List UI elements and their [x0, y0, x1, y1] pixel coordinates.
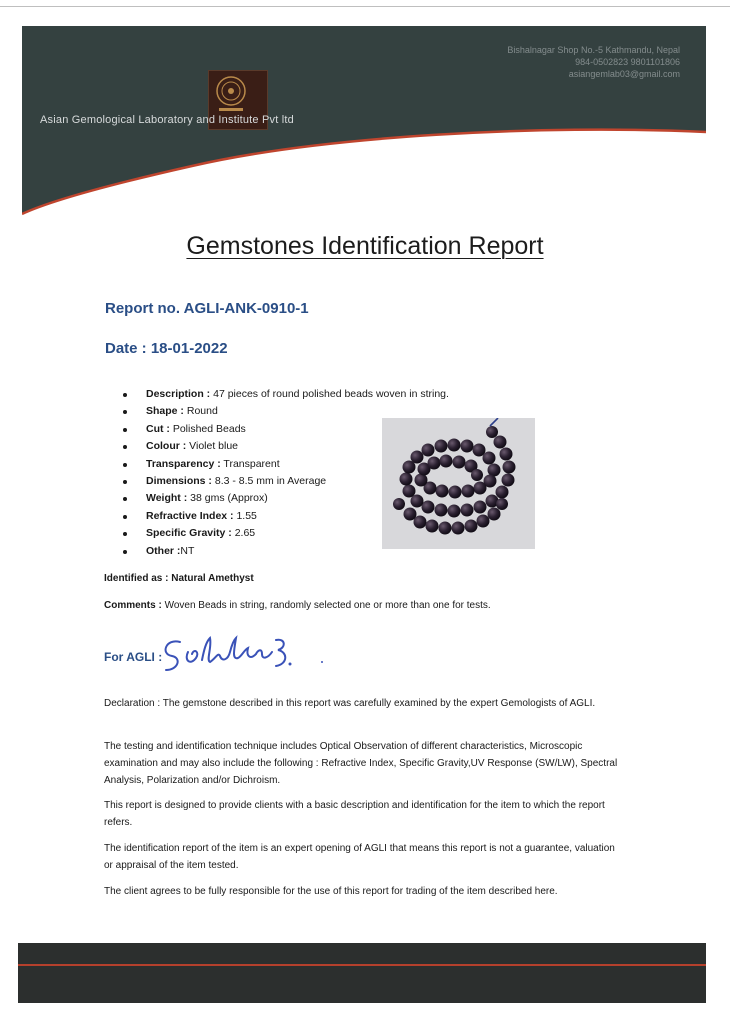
responsibility-paragraph: The client agrees to be fully responsible for the use of this report for trading of the item described here. — [104, 886, 558, 897]
identified-as: Identified as : Natural Amethyst — [104, 573, 254, 584]
spec-dimensions: Dimensions : 8.3 - 8.5 mm in Average — [120, 473, 449, 490]
bead-string-image — [382, 418, 535, 549]
disclaimer-paragraph: The identification report of the item is an expert opening of AGLI that means this report is not a guarantee, valuation or appraisal of the item tested. — [104, 843, 615, 871]
spec-colour: Colour : Violet blue — [120, 438, 449, 455]
spec-description: Description : 47 pieces of round polished beads woven in string. — [120, 386, 449, 403]
spec-transparency: Transparency : Transparent — [120, 456, 449, 473]
contact-info — [507, 44, 680, 80]
report-number — [105, 300, 309, 317]
spec-other: Other :NT — [120, 543, 449, 560]
spec-specific-gravity: Specific Gravity : 2.65 — [120, 525, 449, 542]
contact-address: Bishalnagar Shop No.-5 Kathmandu, Nepal — [507, 45, 680, 55]
report-number-label: Report no. — [105, 300, 184, 317]
spec-shape: Shape : Round — [120, 403, 449, 420]
signatory-label: For AGLI : — [104, 650, 163, 664]
testing-paragraph: The testing and identification technique includes Optical Observation of different characteristics, Microscopic examination and may also include the following : Refractive Index, Specific Gravity,UV Response (SW/LW), Spectral Analysis, Polarization and/or Dichroism. — [104, 741, 618, 786]
contact-email: asiangemlab03@gmail.com — [568, 69, 680, 79]
footer-accent-line — [18, 964, 706, 966]
report-date-value: 18-01-2022 — [150, 340, 228, 357]
gemstone-photo — [382, 418, 535, 549]
declaration-paragraph: Declaration : The gemstone described in this report was carefully examined by the expert Gemologists of AGLI. — [104, 698, 596, 709]
seal-icon — [209, 71, 253, 115]
purpose-paragraph: This report is designed to provide clients with a basic description and identification for the item to which the report refers. — [104, 800, 605, 828]
handwritten-signature — [158, 630, 338, 680]
scan-edge-line — [0, 6, 730, 7]
report-date-label: Date : — [105, 340, 151, 357]
company-name: Asian Gemological Laboratory and Institute Pvt ltd — [40, 114, 294, 126]
footer-banner — [18, 943, 706, 1003]
letterhead-banner — [22, 26, 706, 216]
report-date — [105, 340, 228, 357]
spec-cut: Cut : Polished Beads — [120, 421, 449, 438]
contact-phone: 984-0502823 9801101806 — [575, 57, 680, 67]
report-title: Gemstones Identification Report — [186, 232, 544, 260]
spec-weight: Weight : 38 gms (Approx) — [120, 490, 449, 507]
comments: Comments : Woven Beads in string, randomly selected one or more than one for tests. — [104, 600, 491, 611]
spec-refractive-index: Refractive Index : 1.55 — [120, 508, 449, 525]
report-number-value: AGLI-ANK-0910-1 — [183, 300, 309, 317]
